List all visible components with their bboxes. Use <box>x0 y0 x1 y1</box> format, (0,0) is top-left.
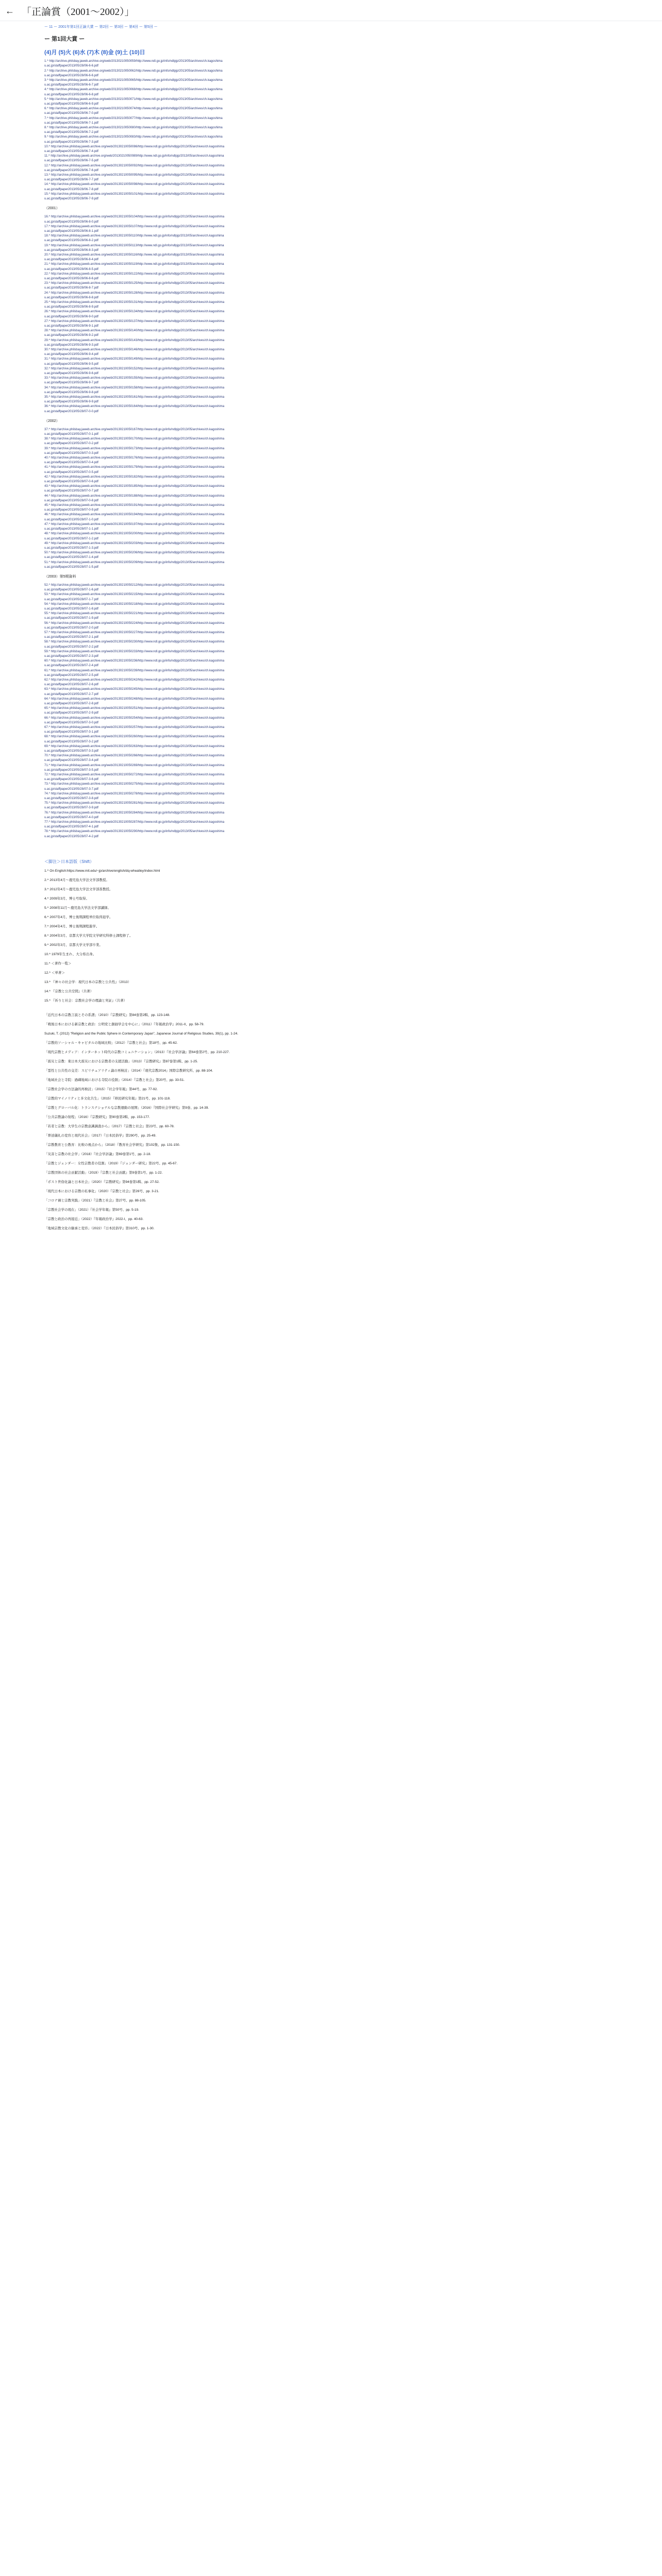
archive-link[interactable]: 31.^ http://archive.philsbay.jaweb.archive.org/web/20130210050149/http://www.ndl.go.jp/info/ndlpjp/2013/05/archives/ch.kagoshima <box>44 358 224 361</box>
section-c-heading: （2003）第5期資料 <box>44 574 76 579</box>
archive-link[interactable]: 59.^ http://archive.philsbay.jaweb.archive.org/web/20130210050233/http://www.ndl.go.jp/info/ndlpjp/2013/05/archives/ch.kagoshima <box>44 650 224 653</box>
reference-item: 「宗教とジェンダー：女性宗教者の役割」（2019）『ジェンダー研究』第22号、pp. 45-67. <box>44 1161 178 1165</box>
archive-link[interactable]: u.ac.jp/staffpaper2013/05/28/06-7-0.pdf <box>44 112 98 115</box>
reference-item: 「戦後日本における新宗教と政治：公明党と創価学会を中心に」（2011）『年報政治学』2011-II、pp. 58-79. <box>44 1022 205 1026</box>
section-a-heading: （2001） <box>44 207 60 211</box>
archive-link[interactable]: 3.^ http://archive.philsbay.jaweb.archive.org/web/20130210050065/http://www.ndl.go.jp/info/ndlpjp/2013/05/archives/ch.kagoshima <box>44 79 223 82</box>
archive-link[interactable]: u.ac.jp/staffpaper2013/05/28/06-8-2.pdf <box>44 239 98 243</box>
archive-link[interactable]: u.ac.jp/staffpaper2013/05/28/07-1-3.pdf <box>44 546 98 550</box>
archive-link[interactable]: 7.^ http://archive.philsbay.jaweb.archive.org/web/20130210050077/http://www.ndl.go.jp/info/ndlpjp/2013/05/archives/ch.kagoshima <box>44 116 223 120</box>
archive-link[interactable]: 58.^ http://archive.philsbay.jaweb.archive.org/web/20130210050230/http://www.ndl.go.jp/info/ndlpjp/2013/05/archives/ch.kagoshima <box>44 640 224 644</box>
archive-link[interactable]: 78.^ http://archive.philsbay.jaweb.archive.org/web/20130210050290/http://www.ndl.go.jp/info/ndlpjp/2013/05/archives/ch.kagoshima <box>44 830 224 834</box>
archive-link[interactable]: 51.^ http://archive.philsbay.jaweb.archive.org/web/20130210050209/http://www.ndl.go.jp/info/ndlpjp/2013/05/archives/ch.kagoshima <box>44 561 224 564</box>
archive-link[interactable]: u.ac.jp/staffpaper2013/05/28/06-7-3.pdf <box>44 140 98 144</box>
reference-item: Suzuki, T. (2012) "Religion and the Public Sphere in Contemporary Japan", Japanese Journal of Religious Studies, 39(1), pp. 1-24. <box>44 1031 238 1036</box>
archive-link[interactable]: 28.^ http://archive.philsbay.jaweb.archive.org/web/20130210050140/http://www.ndl.go.jp/info/ndlpjp/2013/05/archives/ch.kagoshima <box>44 329 224 333</box>
archive-link[interactable]: 14.^ http://archive.philsbay.jaweb.archive.org/web/20130210050098/http://www.ndl.go.jp/info/ndlpjp/2013/05/archives/ch.kagoshima <box>44 183 224 187</box>
archive-link[interactable]: 57.^ http://archive.philsbay.jaweb.archive.org/web/20130210050227/http://www.ndl.go.jp/info/ndlpjp/2013/05/archives/ch.kagoshima <box>44 631 224 634</box>
archive-link[interactable]: 29.^ http://archive.philsbay.jaweb.archive.org/web/20130210050143/http://www.ndl.go.jp/info/ndlpjp/2013/05/archives/ch.kagoshima <box>44 338 224 342</box>
reference-item: 「ポスト世俗化論と日本社会」（2020）『宗教研究』第94巻第1輯、pp. 27-52. <box>44 1180 160 1184</box>
archive-link[interactable]: u.ac.jp/staffpaper2013/05/28/06-9-6.pdf <box>44 372 98 375</box>
archive-link[interactable]: 25.^ http://archive.philsbay.jaweb.archive.org/web/20130210050131/http://www.ndl.go.jp/info/ndlpjp/2013/05/archives/ch.kagoshima <box>44 300 224 304</box>
notes-list <box>44 869 642 1003</box>
archive-link[interactable]: 4.^ http://archive.philsbay.jaweb.archive.org/web/20130210050068/http://www.ndl.go.jp/info/ndlpjp/2013/05/archives/ch.kagoshima <box>44 88 223 92</box>
archive-link[interactable]: 1.^ http://archive.philsbay.jaweb.archive.org/web/20130210050059/http://www.ndl.go.jp/info/ndlpjp/2013/05/archives/ch.kagoshima <box>44 60 223 63</box>
reference-item: 「宗教教育と公教育：比較の視点から」（2018）『教育社会学研究』第102集、pp. 131-150. <box>44 1143 180 1147</box>
archive-link[interactable]: 76.^ http://archive.philsbay.jaweb.archive.org/web/20130210050284/http://www.ndl.go.jp/info/ndlpjp/2013/05/archives/ch.kagoshima <box>44 811 224 815</box>
archive-link[interactable]: u.ac.jp/staffpaper2013/05/28/06-7-2.pdf <box>44 131 98 134</box>
reference-item: 「宗教社会学の方法論的再検討」（2015）『社会学年報』第44号、pp. 77-92. <box>44 1087 158 1091</box>
archive-link[interactable]: 9.^ http://archive.philsbay.jaweb.archive.org/web/20130210050083/http://www.ndl.go.jp/info/ndlpjp/2013/05/archives/ch.kagoshima <box>44 135 223 139</box>
archive-link[interactable]: 41.^ http://archive.philsbay.jaweb.archive.org/web/20130210050179/http://www.ndl.go.jp/info/ndlpjp/2013/05/archives/ch.kagoshima <box>44 466 224 469</box>
archive-link[interactable]: u.ac.jp/staffpaper2013/05/28/06-9-0.pdf <box>44 315 98 318</box>
note-item: 15.^ 『祈りと社会：宗教社会学の理論と実証』（共著） <box>44 998 127 1003</box>
archive-list-c <box>44 428 642 570</box>
archive-link[interactable]: 46.^ http://archive.philsbay.jaweb.archive.org/web/20130210050194/http://www.ndl.go.jp/info/ndlpjp/2013/05/archives/ch.kagoshima <box>44 513 224 517</box>
note-item: 10.^ 1979年生まれ、大分県出身。 <box>44 952 96 956</box>
archive-link[interactable]: u.ac.jp/staffpaper2013/05/28/07-3-6.pdf <box>44 778 98 782</box>
archive-link[interactable]: u.ac.jp/staffpaper2013/05/28/07-1-0.pdf <box>44 518 98 521</box>
archive-link[interactable]: u.ac.jp/staffpaper2013/05/28/07-4-2.pdf <box>44 835 98 838</box>
archive-link[interactable]: 43.^ http://archive.philsbay.jaweb.archive.org/web/20130210050185/http://www.ndl.go.jp/info/ndlpjp/2013/05/archives/ch.kagoshima <box>44 485 224 488</box>
head-line-2: ー 第1回大賞 ー <box>44 36 85 43</box>
archive-link[interactable]: 53.^ http://archive.philsbay.jaweb.archive.org/web/20130210050215/http://www.ndl.go.jp/info/ndlpjp/2013/05/archives/ch.kagoshima <box>44 593 224 597</box>
note-item: 4.^ 2009年3月、博士号取得。 <box>44 896 89 901</box>
archive-link[interactable]: 74.^ http://archive.philsbay.jaweb.archive.org/web/20130210050278/http://www.ndl.go.jp/info/ndlpjp/2013/05/archives/ch.kagoshima <box>44 792 224 795</box>
back-arrow-icon[interactable]: ← <box>5 6 14 16</box>
note-item: 12.^ ＜単著＞ <box>44 971 65 975</box>
archive-link[interactable]: u.ac.jp/staffpaper2013/05/28/07-3-7.pdf <box>44 787 98 791</box>
archive-link[interactable]: u.ac.jp/staffpaper2013/05/28/07-2-9.pdf <box>44 711 98 715</box>
archive-link[interactable]: u.ac.jp/staffpaper2013/05/28/07-1-1.pdf <box>44 528 98 531</box>
archive-link[interactable]: u.ac.jp/staffpaper2013/05/28/06-9-5.pdf <box>44 362 98 366</box>
archive-link[interactable]: 30.^ http://archive.philsbay.jaweb.archive.org/web/20130210050146/http://www.ndl.go.jp/info/ndlpjp/2013/05/archives/ch.kagoshima <box>44 348 224 351</box>
archive-link[interactable]: u.ac.jp/staffpaper2013/05/28/07-2-5.pdf <box>44 673 98 677</box>
note-item: 6.^ 2007年4月、博士後期課程単位取得退学。 <box>44 915 113 919</box>
note-item: 14.^ 『宗教と公共空間』（共著） <box>44 989 94 993</box>
note-item: 3.^ 2012年4月〜鹿児島大学法文学部准教授。 <box>44 887 113 891</box>
note-item: 1.^ On English:https://www.mit.edu/~jp/archive/english/dq-wheatley/index.html <box>44 869 160 873</box>
archive-link[interactable]: 11.^ http://archive.philsbay.jaweb.archive.org/web/20130210050089/http://www.ndl.go.jp/info/ndlpjp/2013/05/archives/ch.kagoshima <box>44 155 224 158</box>
archive-link[interactable]: u.ac.jp/staffpaper2013/05/28/06-8-4.pdf <box>44 258 98 262</box>
note-item: 11.^ ＜著作一覧＞ <box>44 961 72 965</box>
reference-item: 「公共宗教論の射程」（2016）『宗教研究』第90巻第2輯、pp. 153-177. <box>44 1115 150 1119</box>
archive-link[interactable]: 60.^ http://archive.philsbay.jaweb.archive.org/web/20130210050236/http://www.ndl.go.jp/info/ndlpjp/2013/05/archives/ch.kagoshima <box>44 659 224 663</box>
archive-link[interactable]: 68.^ http://archive.philsbay.jaweb.archive.org/web/20130210050260/http://www.ndl.go.jp/info/ndlpjp/2013/05/archives/ch.kagoshima <box>44 735 224 739</box>
archive-link[interactable]: 66.^ http://archive.philsbay.jaweb.archive.org/web/20130210050254/http://www.ndl.go.jp/info/ndlpjp/2013/05/archives/ch.kagoshima <box>44 716 224 720</box>
reference-item: 「地域社会と寺院：過疎地域における寺院の役割」（2014）『宗教と社会』第20号、pp. 33-51. <box>44 1078 185 1082</box>
reference-item: 「宗教的ソーシャル・キャピタルの地域比較」（2012）『宗教と社会』第18号、pp. 45-62. <box>44 1041 178 1045</box>
archive-link[interactable]: u.ac.jp/staffpaper2013/05/28/07-3-1.pdf <box>44 731 98 734</box>
archive-link[interactable]: 49.^ http://archive.philsbay.jaweb.archive.org/web/20130210050203/http://www.ndl.go.jp/info/ndlpjp/2013/05/archives/ch.kagoshima <box>44 541 224 545</box>
archive-link[interactable]: u.ac.jp/staffpaper2013/05/28/07-1-4.pdf <box>44 556 98 560</box>
archive-link[interactable]: u.ac.jp/staffpaper2013/05/28/06-6-7.pdf <box>44 83 98 87</box>
archive-link[interactable]: u.ac.jp/staffpaper2013/05/28/07-2-3.pdf <box>44 654 98 658</box>
archive-link[interactable]: 62.^ http://archive.philsbay.jaweb.archive.org/web/20130210050242/http://www.ndl.go.jp/info/ndlpjp/2013/05/archives/ch.kagoshima <box>44 678 224 682</box>
reference-item: 「宗教とグローバル化：トランスナショナルな宗教運動の展開」（2016）『国際社会学研究』第9巻、pp. 14-39. <box>44 1106 209 1110</box>
archive-link[interactable]: 18.^ http://archive.philsbay.jaweb.archive.org/web/20130210050110/http://www.ndl.go.jp/info/ndlpjp/2013/05/archives/ch.kagoshima <box>44 234 224 238</box>
top-bar <box>0 0 662 21</box>
archive-link[interactable]: 33.^ http://archive.philsbay.jaweb.archive.org/web/20130210050155/http://www.ndl.go.jp/info/ndlpjp/2013/05/archives/ch.kagoshima <box>44 377 224 380</box>
archive-link[interactable]: u.ac.jp/staffpaper2013/05/28/07-4-0.pdf <box>44 816 98 819</box>
archive-link[interactable]: 15.^ http://archive.philsbay.jaweb.archive.org/web/20130210050101/http://www.ndl.go.jp/info/ndlpjp/2013/05/archives/ch.kagoshima <box>44 192 224 196</box>
archive-link[interactable]: u.ac.jp/staffpaper2013/05/28/07-0-7.pdf <box>44 489 98 493</box>
archive-link[interactable]: u.ac.jp/staffpaper2013/05/28/06-8-3.pdf <box>44 248 98 252</box>
archive-link[interactable]: u.ac.jp/staffpaper2013/05/28/07-3-5.pdf <box>44 768 98 772</box>
reference-item: 「葬送儀礼の変容と現代社会」（2017）『日本民俗学』第290号、pp. 25-49. <box>44 1133 157 1138</box>
archive-link[interactable]: u.ac.jp/staffpaper2013/05/28/06-9-9.pdf <box>44 400 98 404</box>
archive-link[interactable]: u.ac.jp/staffpaper2013/05/28/07-0-6.pdf <box>44 480 98 484</box>
archive-link[interactable]: u.ac.jp/staffpaper2013/05/28/07-3-0.pdf <box>44 721 98 724</box>
head-line-1[interactable]: ー 11 ー 2001年第1回正論大賞 ー 第2回 ー 第3回 ー 第4回 ー 第5回 ー <box>44 25 158 29</box>
reference-item: 「震災と宗教：東日本大震災における宗教者の支援活動」（2013）『宗教研究』第87巻第1輯、pp. 1-25. <box>44 1059 198 1063</box>
archive-link[interactable]: u.ac.jp/staffpaper2013/05/28/06-6-6.pdf <box>44 64 98 68</box>
archive-link[interactable]: 10.^ http://archive.philsbay.jaweb.archive.org/web/20130210050086/http://www.ndl.go.jp/info/ndlpjp/2013/05/archives/ch.kagoshima <box>44 145 224 148</box>
archive-link[interactable]: 13.^ http://archive.philsbay.jaweb.archive.org/web/20130210050095/http://www.ndl.go.jp/info/ndlpjp/2013/05/archives/ch.kagoshima <box>44 174 224 177</box>
archive-link[interactable]: u.ac.jp/staffpaper2013/05/28/06-8-8.pdf <box>44 296 98 299</box>
archive-link[interactable]: 75.^ http://archive.philsbay.jaweb.archive.org/web/20130210050281/http://www.ndl.go.jp/info/ndlpjp/2013/05/archives/ch.kagoshima <box>44 802 224 805</box>
archive-link[interactable]: u.ac.jp/staffpaper2013/05/28/07-1-7.pdf <box>44 598 98 601</box>
archive-link[interactable]: 71.^ http://archive.philsbay.jaweb.archive.org/web/20130210050269/http://www.ndl.go.jp/info/ndlpjp/2013/05/archives/ch.kagoshima <box>44 764 224 767</box>
archive-link[interactable]: u.ac.jp/staffpaper2013/05/28/06-8-9.pdf <box>44 306 98 309</box>
archive-link[interactable]: 56.^ http://archive.philsbay.jaweb.archive.org/web/20130210050224/http://www.ndl.go.jp/info/ndlpjp/2013/05/archives/ch.kagoshima <box>44 621 224 625</box>
archive-link[interactable]: u.ac.jp/staffpaper2013/05/28/06-9-2.pdf <box>44 334 98 337</box>
archive-link[interactable]: 72.^ http://archive.philsbay.jaweb.archive.org/web/20130210050272/http://www.ndl.go.jp/info/ndlpjp/2013/05/archives/ch.kagoshima <box>44 773 224 777</box>
archive-link[interactable]: 36.^ http://archive.philsbay.jaweb.archive.org/web/20130210050164/http://www.ndl.go.jp/info/ndlpjp/2013/05/archives/ch.kagoshima <box>44 405 224 409</box>
archive-link[interactable]: 32.^ http://archive.philsbay.jaweb.archive.org/web/20130210050152/http://www.ndl.go.jp/info/ndlpjp/2013/05/archives/ch.kagoshima <box>44 367 224 370</box>
note-item: 8.^ 2004年3月、京都大学大学院文学研究科修士課程修了。 <box>44 934 133 938</box>
archive-link[interactable]: u.ac.jp/staffpaper2013/05/28/07-3-4.pdf <box>44 759 98 762</box>
archive-link[interactable]: u.ac.jp/staffpaper2013/05/28/06-8-0.pdf <box>44 220 98 224</box>
archive-link[interactable]: 20.^ http://archive.philsbay.jaweb.archive.org/web/20130210050116/http://www.ndl.go.jp/info/ndlpjp/2013/05/archives/ch.kagoshima <box>44 253 224 257</box>
archive-link[interactable]: u.ac.jp/staffpaper2013/05/28/07-0-3.pdf <box>44 451 98 455</box>
archive-link[interactable]: 21.^ http://archive.philsbay.jaweb.archive.org/web/20130210050119/http://www.ndl.go.jp/info/ndlpjp/2013/05/archives/ch.kagoshima <box>44 263 224 266</box>
archive-link[interactable]: u.ac.jp/staffpaper2013/05/28/07-3-3.pdf <box>44 750 98 753</box>
archive-link[interactable]: 48.^ http://archive.philsbay.jaweb.archive.org/web/20130210050200/http://www.ndl.go.jp/info/ndlpjp/2013/05/archives/ch.kagoshima <box>44 532 224 536</box>
archive-link[interactable]: 55.^ http://archive.philsbay.jaweb.archive.org/web/20130210050221/http://www.ndl.go.jp/info/ndlpjp/2013/05/archives/ch.kagoshima <box>44 612 224 616</box>
archive-link[interactable]: u.ac.jp/staffpaper2013/05/28/07-2-6.pdf <box>44 683 98 687</box>
reference-item: 「若者と宗教：大学生の宗教意識調査から」（2017）『宗教と社会』第23号、pp. 60-78. <box>44 1124 175 1128</box>
note-item: 2.^ 2013年4月〜鹿児島大学法文学部教授。 <box>44 878 109 882</box>
archive-link[interactable]: u.ac.jp/staffpaper2013/05/28/06-9-1.pdf <box>44 324 98 328</box>
archive-link[interactable]: 44.^ http://archive.philsbay.jaweb.archive.org/web/20130210050188/http://www.ndl.go.jp/info/ndlpjp/2013/05/archives/ch.kagoshima <box>44 494 224 498</box>
reference-item: 「現代日本における宗教の私事化」（2020）『宗教と社会』第26号、pp. 3-21. <box>44 1189 159 1193</box>
note-item: 7.^ 2004年4月、博士後期課程進学。 <box>44 924 100 928</box>
archive-link[interactable]: 22.^ http://archive.philsbay.jaweb.archive.org/web/20130210050122/http://www.ndl.go.jp/info/ndlpjp/2013/05/archives/ch.kagoshima <box>44 272 224 276</box>
archive-link[interactable]: 17.^ http://archive.philsbay.jaweb.archive.org/web/20130210050107/http://www.ndl.go.jp/info/ndlpjp/2013/05/archives/ch.kagoshima <box>44 225 224 228</box>
archive-link[interactable]: u.ac.jp/staffpaper2013/05/28/07-1-8.pdf <box>44 607 98 611</box>
archive-link[interactable]: 24.^ http://archive.philsbay.jaweb.archive.org/web/20130210050128/http://www.ndl.go.jp/info/ndlpjp/2013/05/archives/ch.kagoshima <box>44 291 224 295</box>
reference-item: 「コロナ禍と宗教実践」（2021）『宗教と社会』第27号、pp. 88-105. <box>44 1198 146 1202</box>
archive-link[interactable]: 27.^ http://archive.philsbay.jaweb.archive.org/web/20130210050137/http://www.ndl.go.jp/info/ndlpjp/2013/05/archives/ch.kagoshima <box>44 319 224 323</box>
reference-item: 「霊性と公共性の交差：スピリチュアリティ論の再検討」（2014）『現代宗教2014』国際宗教研究所、pp. 88-104. <box>44 1069 213 1073</box>
archive-link[interactable]: u.ac.jp/staffpaper2013/05/28/06-7-9.pdf <box>44 197 98 201</box>
reference-item: 「宗教と政治の再接近」（2022）『年報政治学』2022-I、pp. 40-63. <box>44 1217 144 1221</box>
archive-list-a <box>44 59 642 201</box>
reference-item: 「地域宗教文化の継承と変容」（2022）『日本民俗学』第310号、pp. 1-30. <box>44 1226 155 1230</box>
archive-link[interactable]: 12.^ http://archive.philsbay.jaweb.archive.org/web/20130210050092/http://www.ndl.go.jp/info/ndlpjp/2013/05/archives/ch.kagoshima <box>44 164 224 167</box>
archive-list-d <box>44 583 642 839</box>
archive-link[interactable]: u.ac.jp/staffpaper2013/05/28/06-6-8.pdf <box>44 93 98 96</box>
archive-link[interactable]: u.ac.jp/staffpaper2013/05/28/06-8-7.pdf <box>44 286 98 290</box>
archive-link[interactable]: 70.^ http://archive.philsbay.jaweb.archive.org/web/20130210050266/http://www.ndl.go.jp/info/ndlpjp/2013/05/archives/ch.kagoshima <box>44 754 224 758</box>
archive-link[interactable]: 19.^ http://archive.philsbay.jaweb.archive.org/web/20130210050113/http://www.ndl.go.jp/info/ndlpjp/2013/05/archives/ch.kagoshima <box>44 244 224 247</box>
archive-link[interactable]: 47.^ http://archive.philsbay.jaweb.archive.org/web/20130210050197/http://www.ndl.go.jp/info/ndlpjp/2013/05/archives/ch.kagoshima <box>44 522 224 526</box>
reference-list <box>44 1013 642 1231</box>
archive-link[interactable]: u.ac.jp/staffpaper2013/05/28/07-2-1.pdf <box>44 636 98 639</box>
archive-link[interactable]: 34.^ http://archive.philsbay.jaweb.archive.org/web/20130210050158/http://www.ndl.go.jp/info/ndlpjp/2013/05/archives/ch.kagoshima <box>44 386 224 389</box>
page-title: 「正論賞（2001〜2002）」 <box>22 7 135 18</box>
reference-item: 「宗教団体の社会貢献活動」（2019）『宗教と社会貢献』第9巻第1号、pp. 1-22. <box>44 1171 163 1175</box>
reference-item: 「宗教社会学の現在」（2021）『社会学年報』第50号、pp. 5-19. <box>44 1208 139 1212</box>
archive-link[interactable]: u.ac.jp/staffpaper2013/05/28/06-8-5.pdf <box>44 267 98 271</box>
archive-link[interactable]: u.ac.jp/staffpaper2013/05/28/07-2-0.pdf <box>44 626 98 630</box>
archive-link[interactable]: u.ac.jp/staffpaper2013/05/28/06-6-6.pdf <box>44 74 98 77</box>
archive-link[interactable]: u.ac.jp/staffpaper2013/05/28/07-4-1.pdf <box>44 825 98 829</box>
archive-link[interactable]: 69.^ http://archive.philsbay.jaweb.archive.org/web/20130210050263/http://www.ndl.go.jp/info/ndlpjp/2013/05/archives/ch.kagoshima <box>44 744 224 748</box>
archive-link[interactable]: u.ac.jp/staffpaper2013/05/28/07-1-9.pdf <box>44 617 98 620</box>
archive-link[interactable]: u.ac.jp/staffpaper2013/05/28/07-3-8.pdf <box>44 797 98 801</box>
archive-link[interactable]: 64.^ http://archive.philsbay.jaweb.archive.org/web/20130210050248/http://www.ndl.go.jp/info/ndlpjp/2013/05/archives/ch.kagoshima <box>44 697 224 701</box>
archive-link[interactable]: u.ac.jp/staffpaper2013/05/28/06-6-9.pdf <box>44 103 98 106</box>
note-item: 9.^ 2002年3月、京都大学文学部卒業。 <box>44 943 103 947</box>
section-b-heading: （2002） <box>44 419 60 423</box>
archive-link[interactable]: u.ac.jp/staffpaper2013/05/28/06-7-8.pdf <box>44 188 98 191</box>
archive-link[interactable]: u.ac.jp/staffpaper2013/05/28/07-0-9.pdf <box>44 509 98 512</box>
archive-link[interactable]: 52.^ http://archive.philsbay.jaweb.archive.org/web/20130210050212/http://www.ndl.go.jp/info/ndlpjp/2013/05/archives/ch.kagoshima <box>44 583 224 587</box>
archive-link[interactable]: 73.^ http://archive.philsbay.jaweb.archive.org/web/20130210050275/http://www.ndl.go.jp/info/ndlpjp/2013/05/archives/ch.kagoshima <box>44 783 224 786</box>
archive-link[interactable]: 42.^ http://archive.philsbay.jaweb.archive.org/web/20130210050182/http://www.ndl.go.jp/info/ndlpjp/2013/05/archives/ch.kagoshima <box>44 475 224 479</box>
archive-link[interactable]: 77.^ http://archive.philsbay.jaweb.archive.org/web/20130210050287/http://www.ndl.go.jp/info/ndlpjp/2013/05/archives/ch.kagoshima <box>44 821 224 824</box>
archive-link[interactable]: 40.^ http://archive.philsbay.jaweb.archive.org/web/20130210050176/http://www.ndl.go.jp/info/ndlpjp/2013/05/archives/ch.kagoshima <box>44 456 224 460</box>
footnote-heading: ＜脚注＞日本語版（Shift） <box>44 859 94 864</box>
note-item: 5.^ 2008年11月〜鹿児島大学法文学部講師。 <box>44 906 111 910</box>
archive-link[interactable]: 67.^ http://archive.philsbay.jaweb.archive.org/web/20130210050257/http://www.ndl.go.jp/info/ndlpjp/2013/05/archives/ch.kagoshima <box>44 726 224 730</box>
archive-link[interactable]: 6.^ http://archive.philsbay.jaweb.archive.org/web/20130210050074/http://www.ndl.go.jp/info/ndlpjp/2013/05/archives/ch.kagoshima <box>44 107 223 111</box>
archive-link[interactable]: 26.^ http://archive.philsbay.jaweb.archive.org/web/20130210050134/http://www.ndl.go.jp/info/ndlpjp/2013/05/archives/ch.kagoshima <box>44 310 224 314</box>
archive-link[interactable]: u.ac.jp/staffpaper2013/05/28/07-0-8.pdf <box>44 499 98 502</box>
archive-link[interactable]: u.ac.jp/staffpaper2013/05/28/06-8-6.pdf <box>44 277 98 280</box>
archive-link[interactable]: 16.^ http://archive.philsbay.jaweb.archive.org/web/20130210050104/http://www.ndl.go.jp/info/ndlpjp/2013/05/archives/ch.kagoshima <box>44 215 224 219</box>
archive-link[interactable]: u.ac.jp/staffpaper2013/05/28/06-7-5.pdf <box>44 159 98 163</box>
archive-link[interactable]: 8.^ http://archive.philsbay.jaweb.archive.org/web/20130210050080/http://www.ndl.go.jp/info/ndlpjp/2013/05/archives/ch.kagoshima <box>44 126 223 130</box>
archive-link[interactable]: 38.^ http://archive.philsbay.jaweb.archive.org/web/20130210050170/http://www.ndl.go.jp/info/ndlpjp/2013/05/archives/ch.kagoshima <box>44 437 224 441</box>
archive-link[interactable]: 5.^ http://archive.philsbay.jaweb.archive.org/web/20130210050071/http://www.ndl.go.jp/info/ndlpjp/2013/05/archives/ch.kagoshima <box>44 97 223 101</box>
archive-link[interactable]: 35.^ http://archive.philsbay.jaweb.archive.org/web/20130210050161/http://www.ndl.go.jp/info/ndlpjp/2013/05/archives/ch.kagoshima <box>44 396 224 399</box>
archive-link[interactable]: u.ac.jp/staffpaper2013/05/28/07-1-5.pdf <box>44 565 98 569</box>
archive-link[interactable]: u.ac.jp/staffpaper2013/05/28/07-2-4.pdf <box>44 664 98 668</box>
archive-link[interactable]: u.ac.jp/staffpaper2013/05/28/07-3-9.pdf <box>44 806 98 810</box>
archive-link[interactable]: u.ac.jp/staffpaper2013/05/28/06-9-3.pdf <box>44 343 98 347</box>
archive-link[interactable]: u.ac.jp/staffpaper2013/05/28/07-1-2.pdf <box>44 537 98 540</box>
archive-link[interactable]: u.ac.jp/staffpaper2013/05/28/07-0-4.pdf <box>44 461 98 465</box>
archive-link[interactable]: 45.^ http://archive.philsbay.jaweb.archive.org/web/20130210050191/http://www.ndl.go.jp/info/ndlpjp/2013/05/archives/ch.kagoshima <box>44 504 224 507</box>
date-row: (4)月 (5)火 (6)水 (7)木 (8)金 (9)土 (10)日 <box>44 49 145 56</box>
archive-link[interactable]: u.ac.jp/staffpaper2013/05/28/07-3-2.pdf <box>44 740 98 743</box>
archive-link[interactable]: u.ac.jp/staffpaper2013/05/28/07-0-5.pdf <box>44 470 98 474</box>
reference-item: 「近代日本の宗教言説とその系譜」（2010）『宗教研究』第84巻第2輯、pp. 123-148. <box>44 1013 170 1017</box>
archive-link[interactable]: u.ac.jp/staffpaper2013/05/28/07-1-6.pdf <box>44 588 98 592</box>
archive-link[interactable]: 61.^ http://archive.philsbay.jaweb.archive.org/web/20130210050239/http://www.ndl.go.jp/info/ndlpjp/2013/05/archives/ch.kagoshima <box>44 669 224 672</box>
archive-link[interactable]: u.ac.jp/staffpaper2013/05/28/06-7-4.pdf <box>44 150 98 154</box>
archive-link[interactable]: 37.^ http://archive.philsbay.jaweb.archive.org/web/20130210050167/http://www.ndl.go.jp/info/ndlpjp/2013/05/archives/ch.kagoshima <box>44 428 224 431</box>
archive-link[interactable]: u.ac.jp/staffpaper2013/05/28/06-8-1.pdf <box>44 229 98 233</box>
archive-link[interactable]: 65.^ http://archive.philsbay.jaweb.archive.org/web/20130210050251/http://www.ndl.go.jp/info/ndlpjp/2013/05/archives/ch.kagoshima <box>44 707 224 710</box>
archive-link[interactable]: 39.^ http://archive.philsbay.jaweb.archive.org/web/20130210050173/http://www.ndl.go.jp/info/ndlpjp/2013/05/archives/ch.kagoshima <box>44 447 224 450</box>
archive-link[interactable]: u.ac.jp/staffpaper2013/05/28/07-2-8.pdf <box>44 702 98 705</box>
archive-link[interactable]: 2.^ http://archive.philsbay.jaweb.archive.org/web/20130210050062/http://www.ndl.go.jp/info/ndlpjp/2013/05/archives/ch.kagoshima <box>44 69 223 73</box>
reference-item: 「現代宗教とメディア：インターネット時代の宗教コミュニケーション」（2013）『社会学評論』第64巻第2号、pp. 210-227. <box>44 1050 230 1054</box>
archive-link[interactable]: u.ac.jp/staffpaper2013/05/28/07-2-7.pdf <box>44 692 98 696</box>
archive-link[interactable]: u.ac.jp/staffpaper2013/05/28/07-2-2.pdf <box>44 645 98 649</box>
archive-link[interactable]: 50.^ http://archive.philsbay.jaweb.archive.org/web/20130210050206/http://www.ndl.go.jp/info/ndlpjp/2013/05/archives/ch.kagoshima <box>44 551 224 555</box>
archive-link[interactable]: u.ac.jp/staffpaper2013/05/28/07-0-1.pdf <box>44 433 98 436</box>
note-item: 13.^ 『神々の社会学：現代日本の宗教と公共性』（2013） <box>44 980 131 984</box>
archive-link[interactable]: 63.^ http://archive.philsbay.jaweb.archive.org/web/20130210050245/http://www.ndl.go.jp/info/ndlpjp/2013/05/archives/ch.kagoshima <box>44 688 224 691</box>
archive-link[interactable]: u.ac.jp/staffpaper2013/05/28/06-9-7.pdf <box>44 381 98 385</box>
archive-link[interactable]: 54.^ http://archive.philsbay.jaweb.archive.org/web/20130210050218/http://www.ndl.go.jp/info/ndlpjp/2013/05/archives/ch.kagoshima <box>44 602 224 606</box>
archive-link[interactable]: u.ac.jp/staffpaper2013/05/28/07-0-2.pdf <box>44 442 98 446</box>
archive-list-b <box>44 215 642 414</box>
archive-link[interactable]: u.ac.jp/staffpaper2013/05/28/06-7-1.pdf <box>44 121 98 125</box>
archive-link[interactable]: u.ac.jp/staffpaper2013/05/28/06-7-7.pdf <box>44 178 98 182</box>
archive-link[interactable]: u.ac.jp/staffpaper2013/05/28/06-9-4.pdf <box>44 353 98 357</box>
archive-link[interactable]: u.ac.jp/staffpaper2013/05/28/06-7-6.pdf <box>44 168 98 172</box>
archive-link[interactable]: 23.^ http://archive.philsbay.jaweb.archive.org/web/20130210050125/http://www.ndl.go.jp/info/ndlpjp/2013/05/archives/ch.kagoshima <box>44 282 224 285</box>
archive-link[interactable]: u.ac.jp/staffpaper2013/05/28/06-9-8.pdf <box>44 391 98 394</box>
reference-item: 「災害と宗教の社会学」（2018）『社会学評論』第69巻第1号、pp. 2-18. <box>44 1152 151 1156</box>
content <box>44 23 642 1235</box>
reference-item: 「宗教的マイノリティと多文化共生」（2015）『移民研究年報』第21号、pp. 101-118. <box>44 1096 171 1100</box>
archive-link[interactable]: u.ac.jp/staffpaper2013/05/28/07-0-0.pdf <box>44 410 98 413</box>
